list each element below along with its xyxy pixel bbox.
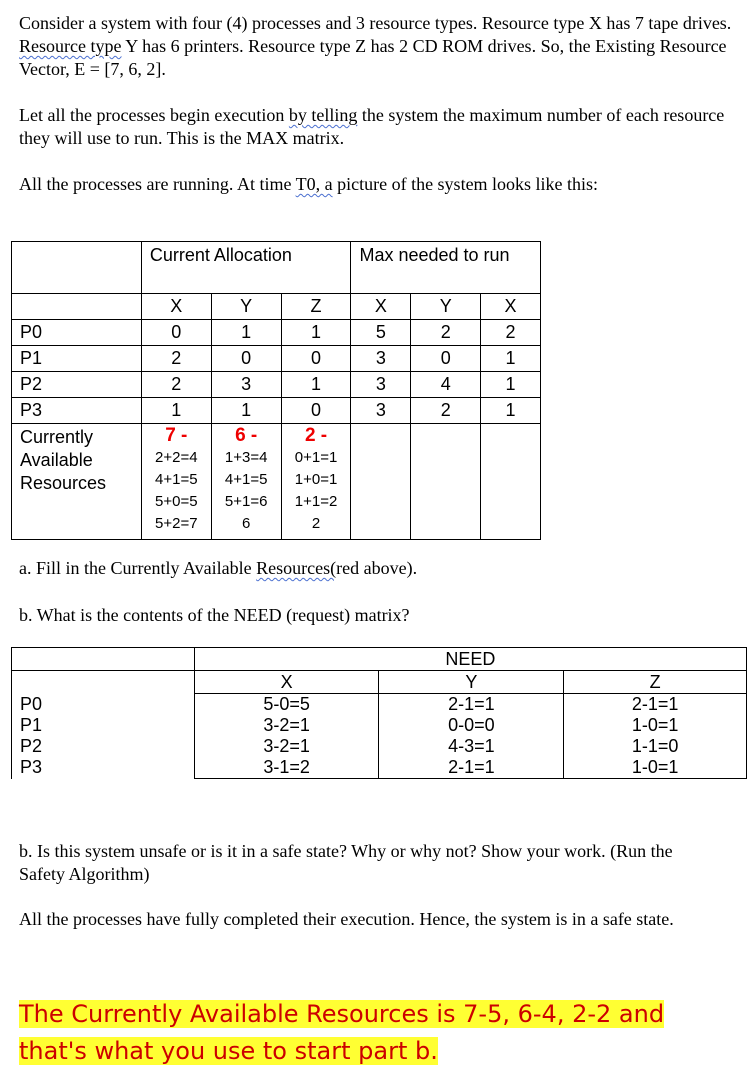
allocation-table	[11, 241, 541, 540]
intro-paragraph-2	[19, 104, 744, 150]
table-cell: 1	[281, 320, 351, 346]
intro-paragraph-3	[19, 173, 744, 196]
table-cell: 2-1=1	[448, 694, 495, 714]
available-cell-y	[211, 424, 281, 540]
col-header: Y	[211, 294, 281, 320]
question-b2: b. Is this system unsafe or is it in a safe state? Why or why not? Show your work. (Run the Safety Algorithm)	[19, 841, 673, 884]
calc-line: 2	[311, 515, 321, 532]
col-header: X	[194, 671, 379, 694]
table-cell: 0	[141, 320, 211, 346]
table-cell: 1	[281, 372, 351, 398]
process-label: P3	[12, 398, 142, 424]
spellcheck-phrase: Resource type	[19, 36, 122, 56]
header-max-needed: Max needed to run	[351, 242, 541, 270]
need-table	[11, 647, 747, 779]
table-row	[12, 372, 541, 398]
calc-line: 5+2=7	[155, 515, 198, 532]
table-cell: 2	[411, 320, 481, 346]
table-cell: 3	[351, 346, 411, 372]
table-cell: 2-1=1	[631, 694, 679, 714]
calc-line: 1+0=1	[294, 471, 338, 488]
table-cell: 2	[141, 346, 211, 372]
table-cell: 1	[481, 346, 541, 372]
table-cell: 3-2=1	[263, 736, 310, 756]
available-cell-z	[281, 424, 351, 540]
available-head: 2 -	[304, 425, 328, 446]
available-cell-x	[141, 424, 211, 540]
col-header: Z	[564, 671, 747, 694]
answer-text: All the processes have fully completed their execution. Hence, the system is in a safe state.	[19, 909, 674, 929]
intro-text: Y has 6 printers. Resource type Z has 2 CD ROM drives. So, the Existing Resource Vector, E = [7, 6, 2].	[19, 36, 727, 79]
calc-line: 6	[241, 515, 251, 532]
col-header: X	[481, 294, 541, 320]
calc-line: 5+1=6	[224, 493, 268, 510]
header-current-allocation: Current Allocation	[141, 242, 351, 270]
process-label: P1	[20, 715, 43, 735]
need-x-column	[194, 694, 379, 779]
label-line: Resources	[20, 473, 107, 493]
calc-line: 2+2=4	[155, 449, 198, 466]
available-label	[12, 424, 142, 540]
table-cell: 0	[411, 346, 481, 372]
table-cell: 4-3=1	[448, 736, 495, 756]
intro-text: Let all the processes begin execution	[19, 105, 289, 125]
table-cell: 0	[281, 398, 351, 424]
table-cell: 2-1=1	[448, 757, 495, 777]
process-label: P1	[12, 346, 142, 372]
label-line: Available	[20, 450, 93, 470]
col-header: Y	[379, 671, 564, 694]
table-cell: 1-1=0	[631, 736, 679, 756]
table-cell: 0-0=0	[448, 715, 495, 735]
table-cell: 2	[411, 398, 481, 424]
col-header: X	[351, 294, 411, 320]
available-row	[12, 424, 541, 540]
question-text: a. Fill in the Currently Available	[19, 558, 257, 578]
process-label: P0	[20, 694, 43, 714]
table-cell: 2	[481, 320, 541, 346]
intro-paragraph-1	[19, 12, 744, 81]
table-cell: 1	[141, 398, 211, 424]
col-header: Z	[281, 294, 351, 320]
need-z-column	[564, 694, 747, 779]
need-title: NEED	[194, 648, 746, 671]
table-cell: 3	[211, 372, 281, 398]
process-label: P3	[20, 757, 43, 777]
table-cell: 1-0=1	[631, 715, 679, 735]
calc-line: 4+1=5	[155, 471, 198, 488]
col-header: Y	[411, 294, 481, 320]
column-header-row	[12, 294, 541, 320]
calc-line: 5+0=5	[155, 493, 198, 510]
highlight-line: The Currently Available Resources is 7-5, 6-4, 2-2 and	[19, 1000, 665, 1028]
table-row	[12, 398, 541, 424]
table-cell: 3	[351, 372, 411, 398]
calc-line: 1+3=4	[224, 449, 268, 466]
intro-text: Consider a system with four (4) processes and 3 resource types. Resource type X has 7 tape drives.	[19, 13, 732, 33]
table-cell: 3	[351, 398, 411, 424]
table-cell: 5-0=5	[263, 694, 310, 714]
intro-text: the system the maximum number of each resource they will use to run. This is the MAX matrix.	[19, 105, 725, 148]
calc-line: 1+1=2	[294, 493, 338, 510]
need-y-column	[379, 694, 564, 779]
question-text: red above).	[336, 558, 418, 578]
table-cell: 0	[211, 346, 281, 372]
table-cell: 5	[351, 320, 411, 346]
process-label: P2	[20, 736, 43, 756]
calc-line: 0+1=1	[294, 449, 338, 466]
highlight-line: that's what you use to start part b.	[19, 1037, 438, 1065]
table-cell: 0	[281, 346, 351, 372]
table-cell: 4	[411, 372, 481, 398]
table-cell: 1-0=1	[631, 757, 679, 777]
highlighted-note	[19, 996, 664, 1070]
process-label: P2	[12, 372, 142, 398]
table-row	[12, 694, 747, 779]
spellcheck-phrase: by telling	[288, 105, 358, 125]
table-cell: 3-2=1	[263, 715, 310, 735]
table-cell: 1	[211, 320, 281, 346]
table-cell: 1	[211, 398, 281, 424]
table-cell: 3-1=2	[263, 757, 310, 777]
col-header: X	[141, 294, 211, 320]
table-cell: 1	[481, 372, 541, 398]
calc-line: 4+1=5	[224, 471, 268, 488]
process-label: P0	[12, 320, 142, 346]
intro-text: picture of the system looks like this:	[332, 174, 599, 194]
table-row	[12, 346, 541, 372]
spellcheck-phrase: Resources(	[256, 558, 337, 578]
process-label-column	[12, 694, 195, 779]
table-cell: 1	[481, 398, 541, 424]
intro-text: All the processes are running. At time	[19, 174, 296, 194]
spellcheck-phrase: T0, a	[295, 174, 333, 194]
question-b1: b. What is the contents of the NEED (request) matrix?	[19, 605, 410, 625]
table-cell: 2	[141, 372, 211, 398]
label-line: Currently	[20, 427, 94, 447]
table-row	[12, 320, 541, 346]
available-head: 6 -	[235, 425, 258, 446]
question-a	[19, 557, 744, 580]
available-head: 7 -	[165, 425, 188, 446]
